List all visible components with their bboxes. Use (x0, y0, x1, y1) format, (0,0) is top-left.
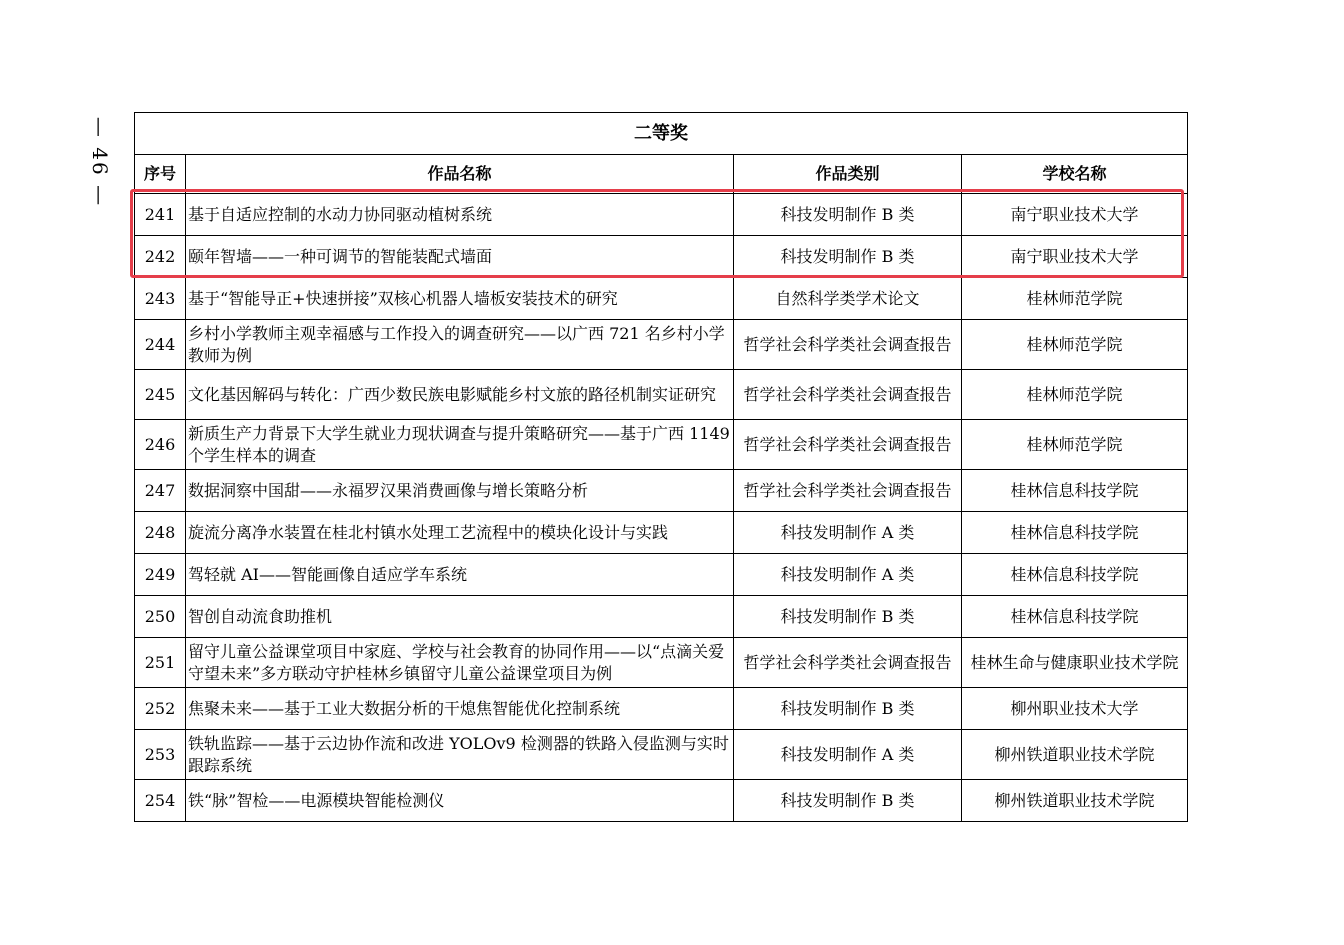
row-serial: 248 (135, 512, 186, 554)
table-row (135, 512, 1188, 554)
header-serial: 序号 (135, 155, 186, 194)
row-serial: 245 (135, 370, 186, 420)
row-work-name: 乡村小学教师主观幸福感与工作投入的调查研究——以广西 721 名乡村小学教师为例 (186, 320, 734, 370)
row-category: 科技发明制作 B 类 (734, 194, 962, 236)
table-row (135, 278, 1188, 320)
row-school: 南宁职业技术大学 (962, 236, 1188, 278)
header-category: 作品类别 (734, 155, 962, 194)
row-school: 桂林师范学院 (962, 420, 1188, 470)
row-category: 哲学社会科学类社会调查报告 (734, 638, 962, 688)
row-school: 桂林信息科技学院 (962, 554, 1188, 596)
row-work-name: 铁轨监踪——基于云边协作流和改进 YOLOv9 检测器的铁路入侵监测与实时跟踪系统 (186, 730, 734, 780)
table-row (135, 420, 1188, 470)
row-category: 哲学社会科学类社会调查报告 (734, 370, 962, 420)
row-serial: 244 (135, 320, 186, 370)
row-serial: 243 (135, 278, 186, 320)
table-row (135, 236, 1188, 278)
row-school: 南宁职业技术大学 (962, 194, 1188, 236)
table-row (135, 596, 1188, 638)
header-school: 学校名称 (962, 155, 1188, 194)
row-serial: 249 (135, 554, 186, 596)
table-row (135, 638, 1188, 688)
row-school: 桂林师范学院 (962, 370, 1188, 420)
page-number: — 46 — (88, 116, 113, 208)
row-category: 科技发明制作 B 类 (734, 236, 962, 278)
table-row (135, 194, 1188, 236)
row-work-name: 驾轻就 AI——智能画像自适应学车系统 (186, 554, 734, 596)
row-category: 自然科学类学术论文 (734, 278, 962, 320)
row-category: 哲学社会科学类社会调查报告 (734, 320, 962, 370)
table-row (135, 780, 1188, 822)
row-work-name: 基于自适应控制的水动力协同驱动植树系统 (186, 194, 734, 236)
row-category: 哲学社会科学类社会调查报告 (734, 470, 962, 512)
row-category: 科技发明制作 B 类 (734, 688, 962, 730)
row-category: 哲学社会科学类社会调查报告 (734, 420, 962, 470)
row-serial: 246 (135, 420, 186, 470)
row-work-name: 留守儿童公益课堂项目中家庭、学校与社会教育的协同作用——以“点滴关爱守望未来”多方联动守护桂林乡镇留守儿童公益课堂项目为例 (186, 638, 734, 688)
row-work-name: 新质生产力背景下大学生就业力现状调查与提升策略研究——基于广西 1149 个学生样本的调查 (186, 420, 734, 470)
row-category: 科技发明制作 A 类 (734, 730, 962, 780)
row-work-name: 焦聚未来——基于工业大数据分析的干熄焦智能优化控制系统 (186, 688, 734, 730)
row-category: 科技发明制作 A 类 (734, 512, 962, 554)
row-work-name: 铁“脉”智检——电源模块智能检测仪 (186, 780, 734, 822)
row-school: 柳州职业技术大学 (962, 688, 1188, 730)
row-serial: 241 (135, 194, 186, 236)
row-work-name: 颐年智墙——一种可调节的智能装配式墙面 (186, 236, 734, 278)
row-school: 桂林信息科技学院 (962, 470, 1188, 512)
row-serial: 254 (135, 780, 186, 822)
row-category: 科技发明制作 B 类 (734, 780, 962, 822)
row-school: 桂林信息科技学院 (962, 512, 1188, 554)
row-category: 科技发明制作 B 类 (734, 596, 962, 638)
row-work-name: 智创自动流食助推机 (186, 596, 734, 638)
awards-table (134, 112, 1188, 822)
row-school: 桂林信息科技学院 (962, 596, 1188, 638)
table-row (135, 730, 1188, 780)
row-work-name: 基于“智能导正+快速拼接”双核心机器人墙板安装技术的研究 (186, 278, 734, 320)
header-work-name: 作品名称 (186, 155, 734, 194)
row-serial: 253 (135, 730, 186, 780)
row-school: 柳州铁道职业技术学院 (962, 730, 1188, 780)
row-serial: 250 (135, 596, 186, 638)
row-serial: 251 (135, 638, 186, 688)
table-row (135, 370, 1188, 420)
row-school: 桂林师范学院 (962, 320, 1188, 370)
table-title: 二等奖 (135, 113, 1188, 155)
table-row (135, 470, 1188, 512)
row-school: 桂林师范学院 (962, 278, 1188, 320)
row-serial: 247 (135, 470, 186, 512)
row-work-name: 旋流分离净水装置在桂北村镇水处理工艺流程中的模块化设计与实践 (186, 512, 734, 554)
table-row (135, 320, 1188, 370)
row-category: 科技发明制作 A 类 (734, 554, 962, 596)
row-work-name: 文化基因解码与转化：广西少数民族电影赋能乡村文旅的路径机制实证研究 (186, 370, 734, 420)
table-row (135, 554, 1188, 596)
row-work-name: 数据洞察中国甜——永福罗汉果消费画像与增长策略分析 (186, 470, 734, 512)
table-row (135, 688, 1188, 730)
row-serial: 252 (135, 688, 186, 730)
row-school: 桂林生命与健康职业技术学院 (962, 638, 1188, 688)
row-serial: 242 (135, 236, 186, 278)
row-school: 柳州铁道职业技术学院 (962, 780, 1188, 822)
